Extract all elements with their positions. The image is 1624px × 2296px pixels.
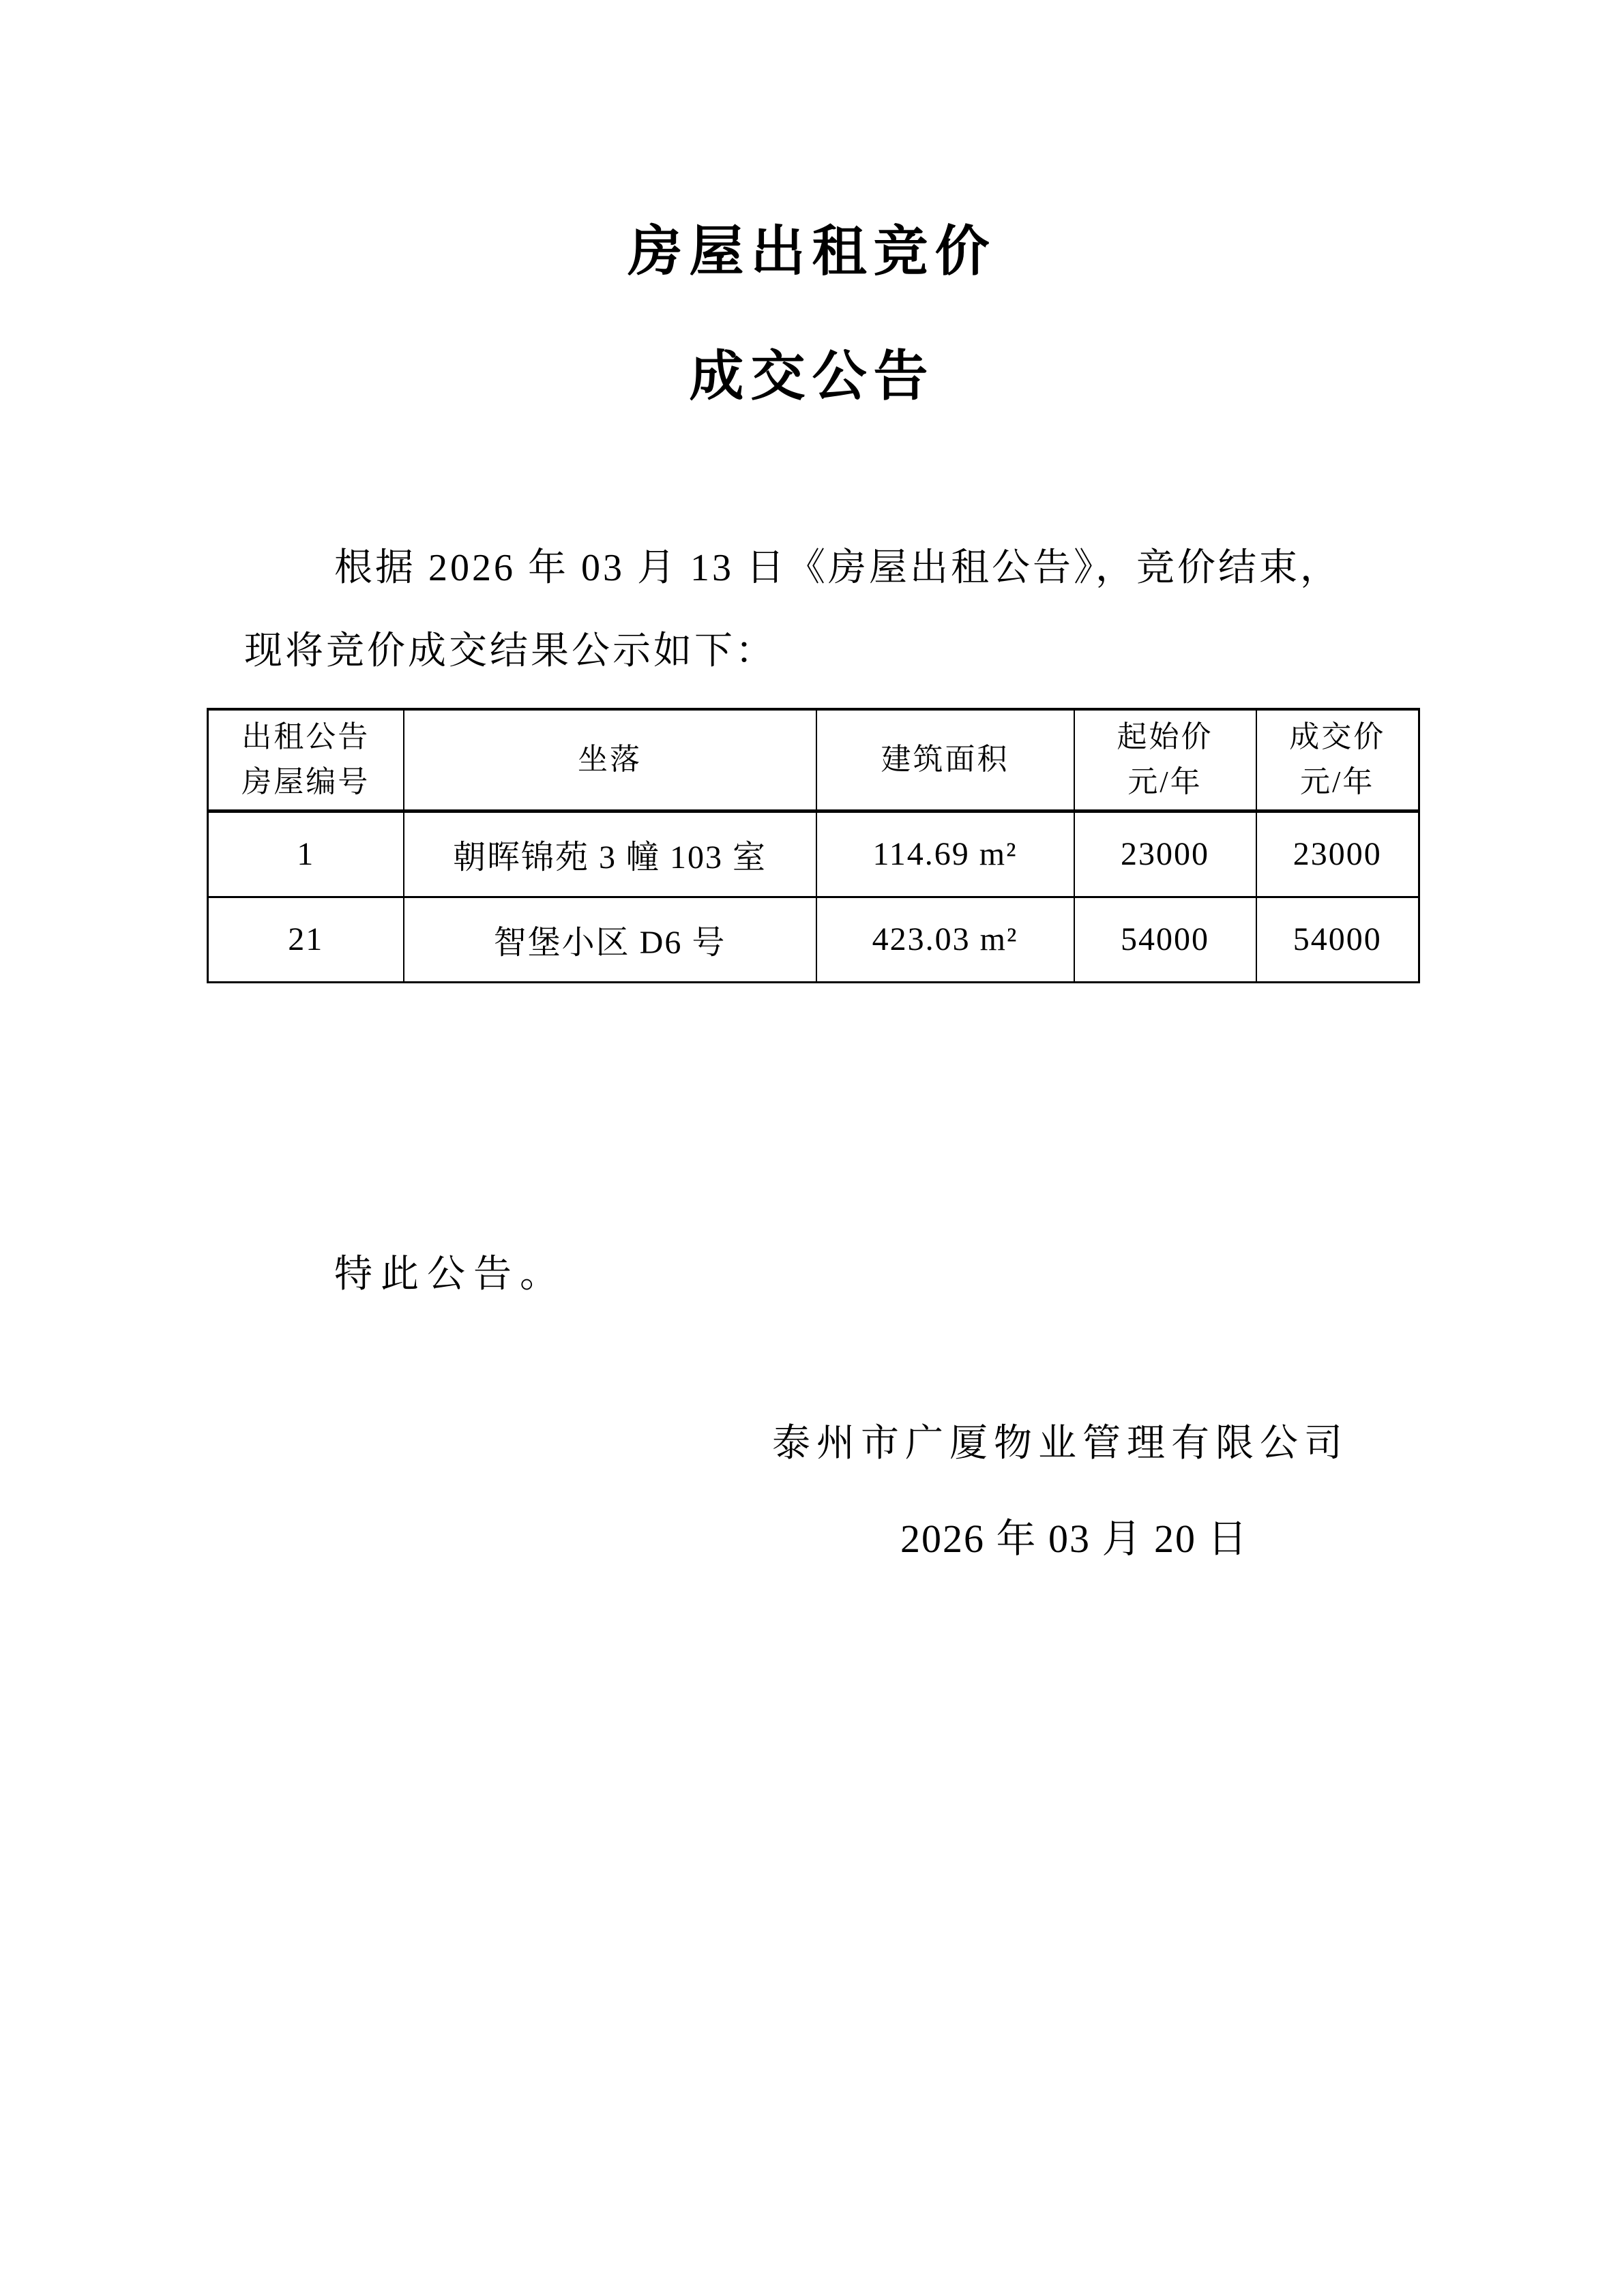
cell-house-number: 1: [208, 811, 404, 897]
header-cell-house-number: [208, 709, 404, 811]
header-cell-location: [404, 709, 816, 811]
header-cell-starting-price: [1074, 709, 1256, 811]
table-row: [208, 811, 1419, 897]
signature-date: 2026 年 03 月 20 日: [900, 1517, 1249, 1561]
cell-deal-price: 54000: [1256, 897, 1419, 982]
cell-starting-price: 23000: [1074, 811, 1256, 897]
header-deal-price-line1: 成交价: [1289, 720, 1386, 754]
table-header-row: [208, 709, 1419, 811]
header-house-number-line1: 出租公告: [241, 720, 370, 754]
header-floor-area-label: 建筑面积: [881, 743, 1009, 777]
paragraph-line2: 现将竞价成交结果公示如下：: [244, 630, 776, 672]
cell-deal-price: 23000: [1256, 811, 1419, 897]
table-row: [208, 897, 1419, 982]
signature-company: 泰州市广厦物业管理有限公司: [772, 1422, 1348, 1465]
header-cell-floor-area: [816, 709, 1074, 811]
cell-starting-price: 54000: [1074, 897, 1256, 982]
cell-floor-area: 114.69 m²: [816, 811, 1074, 897]
cell-house-number: 21: [208, 897, 404, 982]
header-deal-price-line2: 元/年: [1300, 765, 1375, 799]
header-cell-deal-price: [1256, 709, 1419, 811]
results-table: [207, 708, 1420, 983]
cell-location: 智堡小区 D6 号: [404, 897, 816, 982]
paragraph-line1: 根据 2026 年 03 月 13 日《房屋出租公告》，竞价结束，: [334, 547, 1341, 589]
header-house-number-line2: 房屋编号: [241, 765, 370, 799]
header-location-label: 坐落: [578, 743, 642, 777]
document-title-line2: 成交公告: [689, 347, 935, 407]
closing-statement: 特此公告。: [334, 1253, 566, 1296]
cell-location: 朝晖锦苑 3 幢 103 室: [404, 811, 816, 897]
header-starting-price-line1: 起始价: [1117, 720, 1213, 754]
document-title-line1: 房屋出租竞价: [628, 222, 996, 282]
cell-floor-area: 423.03 m²: [816, 897, 1074, 982]
header-starting-price-line2: 元/年: [1127, 765, 1202, 799]
